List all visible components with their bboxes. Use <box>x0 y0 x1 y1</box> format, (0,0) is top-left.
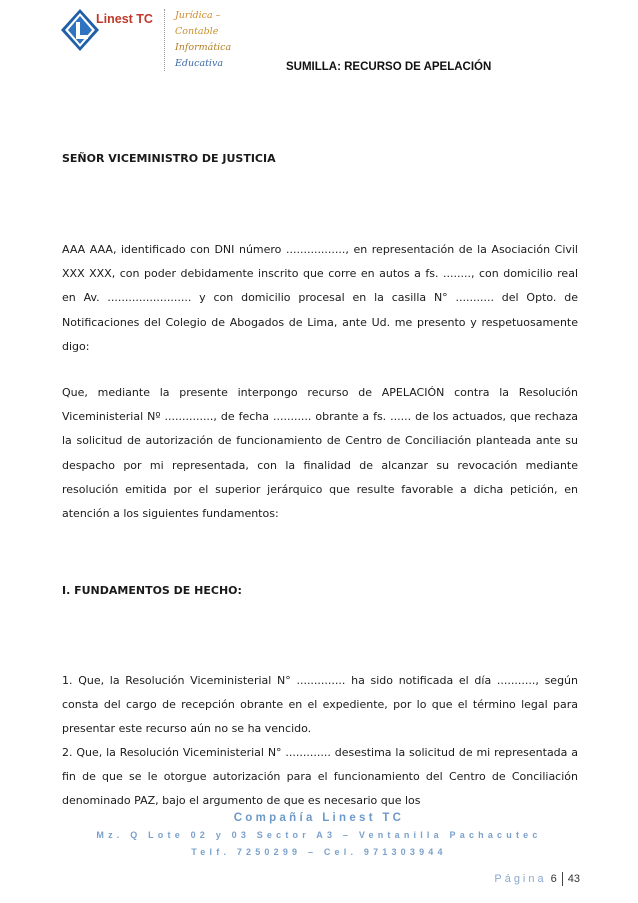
tagline-line: Contable <box>175 26 219 37</box>
footer-phone: Telf. 7250299 – Cel. 971303944 <box>191 847 447 857</box>
request-paragraph: Que, mediante la presente interpongo recurso de APELACIÓN contra la Resolución Viceministerial Nº .............., de fecha ........... obrante a fs. ...... de los actuados, que rechaza la solicitud de autorización de funcionamiento de Centro de Conciliación planteada ante su despacho por mi representada, con la finalidad de alcanzar su revocación mediante resolución emitida por el superior jerárquico que resulte favorable a dicha petición, en atención a los siguientes fundamentos: <box>62 386 578 521</box>
tagline <box>175 8 231 72</box>
page-label: Página <box>494 873 547 885</box>
tagline-line: Informática <box>175 42 232 53</box>
linest-logo-icon <box>60 8 100 52</box>
tagline-line: Jurídica – <box>175 10 221 21</box>
logo-text: Linest TC <box>96 12 153 26</box>
header-divider <box>164 9 165 71</box>
addressee: SEÑOR VICEMINISTRO DE JUSTICIA <box>62 152 276 165</box>
footer-company: Compañía Linest TC <box>233 812 405 824</box>
fact-paragraph-2: 2. Que, la Resolución Viceministerial N° ............. desestima la solicitud de mi representada a fin de que se le otorgue autorización para el funcionamiento del Centro de Conciliación denominado PAZ, bajo el argumento de que es necesario que los <box>62 746 578 808</box>
page-current: 6 <box>550 873 557 885</box>
fact-paragraph-1: 1. Que, la Resolución Viceministerial N° .............. ha sido notificada el día ..........., según consta del cargo de recepción obrante en el expediente, por lo que el término legal para presentar este recurso aún no se ha vencido. <box>62 674 578 736</box>
document-sumilla: SUMILLA: RECURSO DE APELACIÓN <box>286 61 492 73</box>
page-separator <box>562 872 563 886</box>
section-heading: I. FUNDAMENTOS DE HECHO: <box>62 584 242 597</box>
page-total: 43 <box>567 873 580 885</box>
footer-address: Mz. Q Lote 02 y 03 Sector A3 – Ventanilla Pachacutec <box>96 830 542 840</box>
intro-paragraph: AAA AAA, identificado con DNI número ................., en representación de la Asociación Civil XXX XXX, con poder debidamente inscrito que corre en autos a fs. ........, con domicilio real en Av. ........................ y con domicilio procesal en la casilla N° ........... del Opto. de Notificaciones del Colegio de Abogados de Lima, ante Ud. me presento y respetuosamente digo: <box>62 243 578 353</box>
page-number <box>494 872 580 886</box>
tagline-line: Educativa <box>175 58 224 69</box>
